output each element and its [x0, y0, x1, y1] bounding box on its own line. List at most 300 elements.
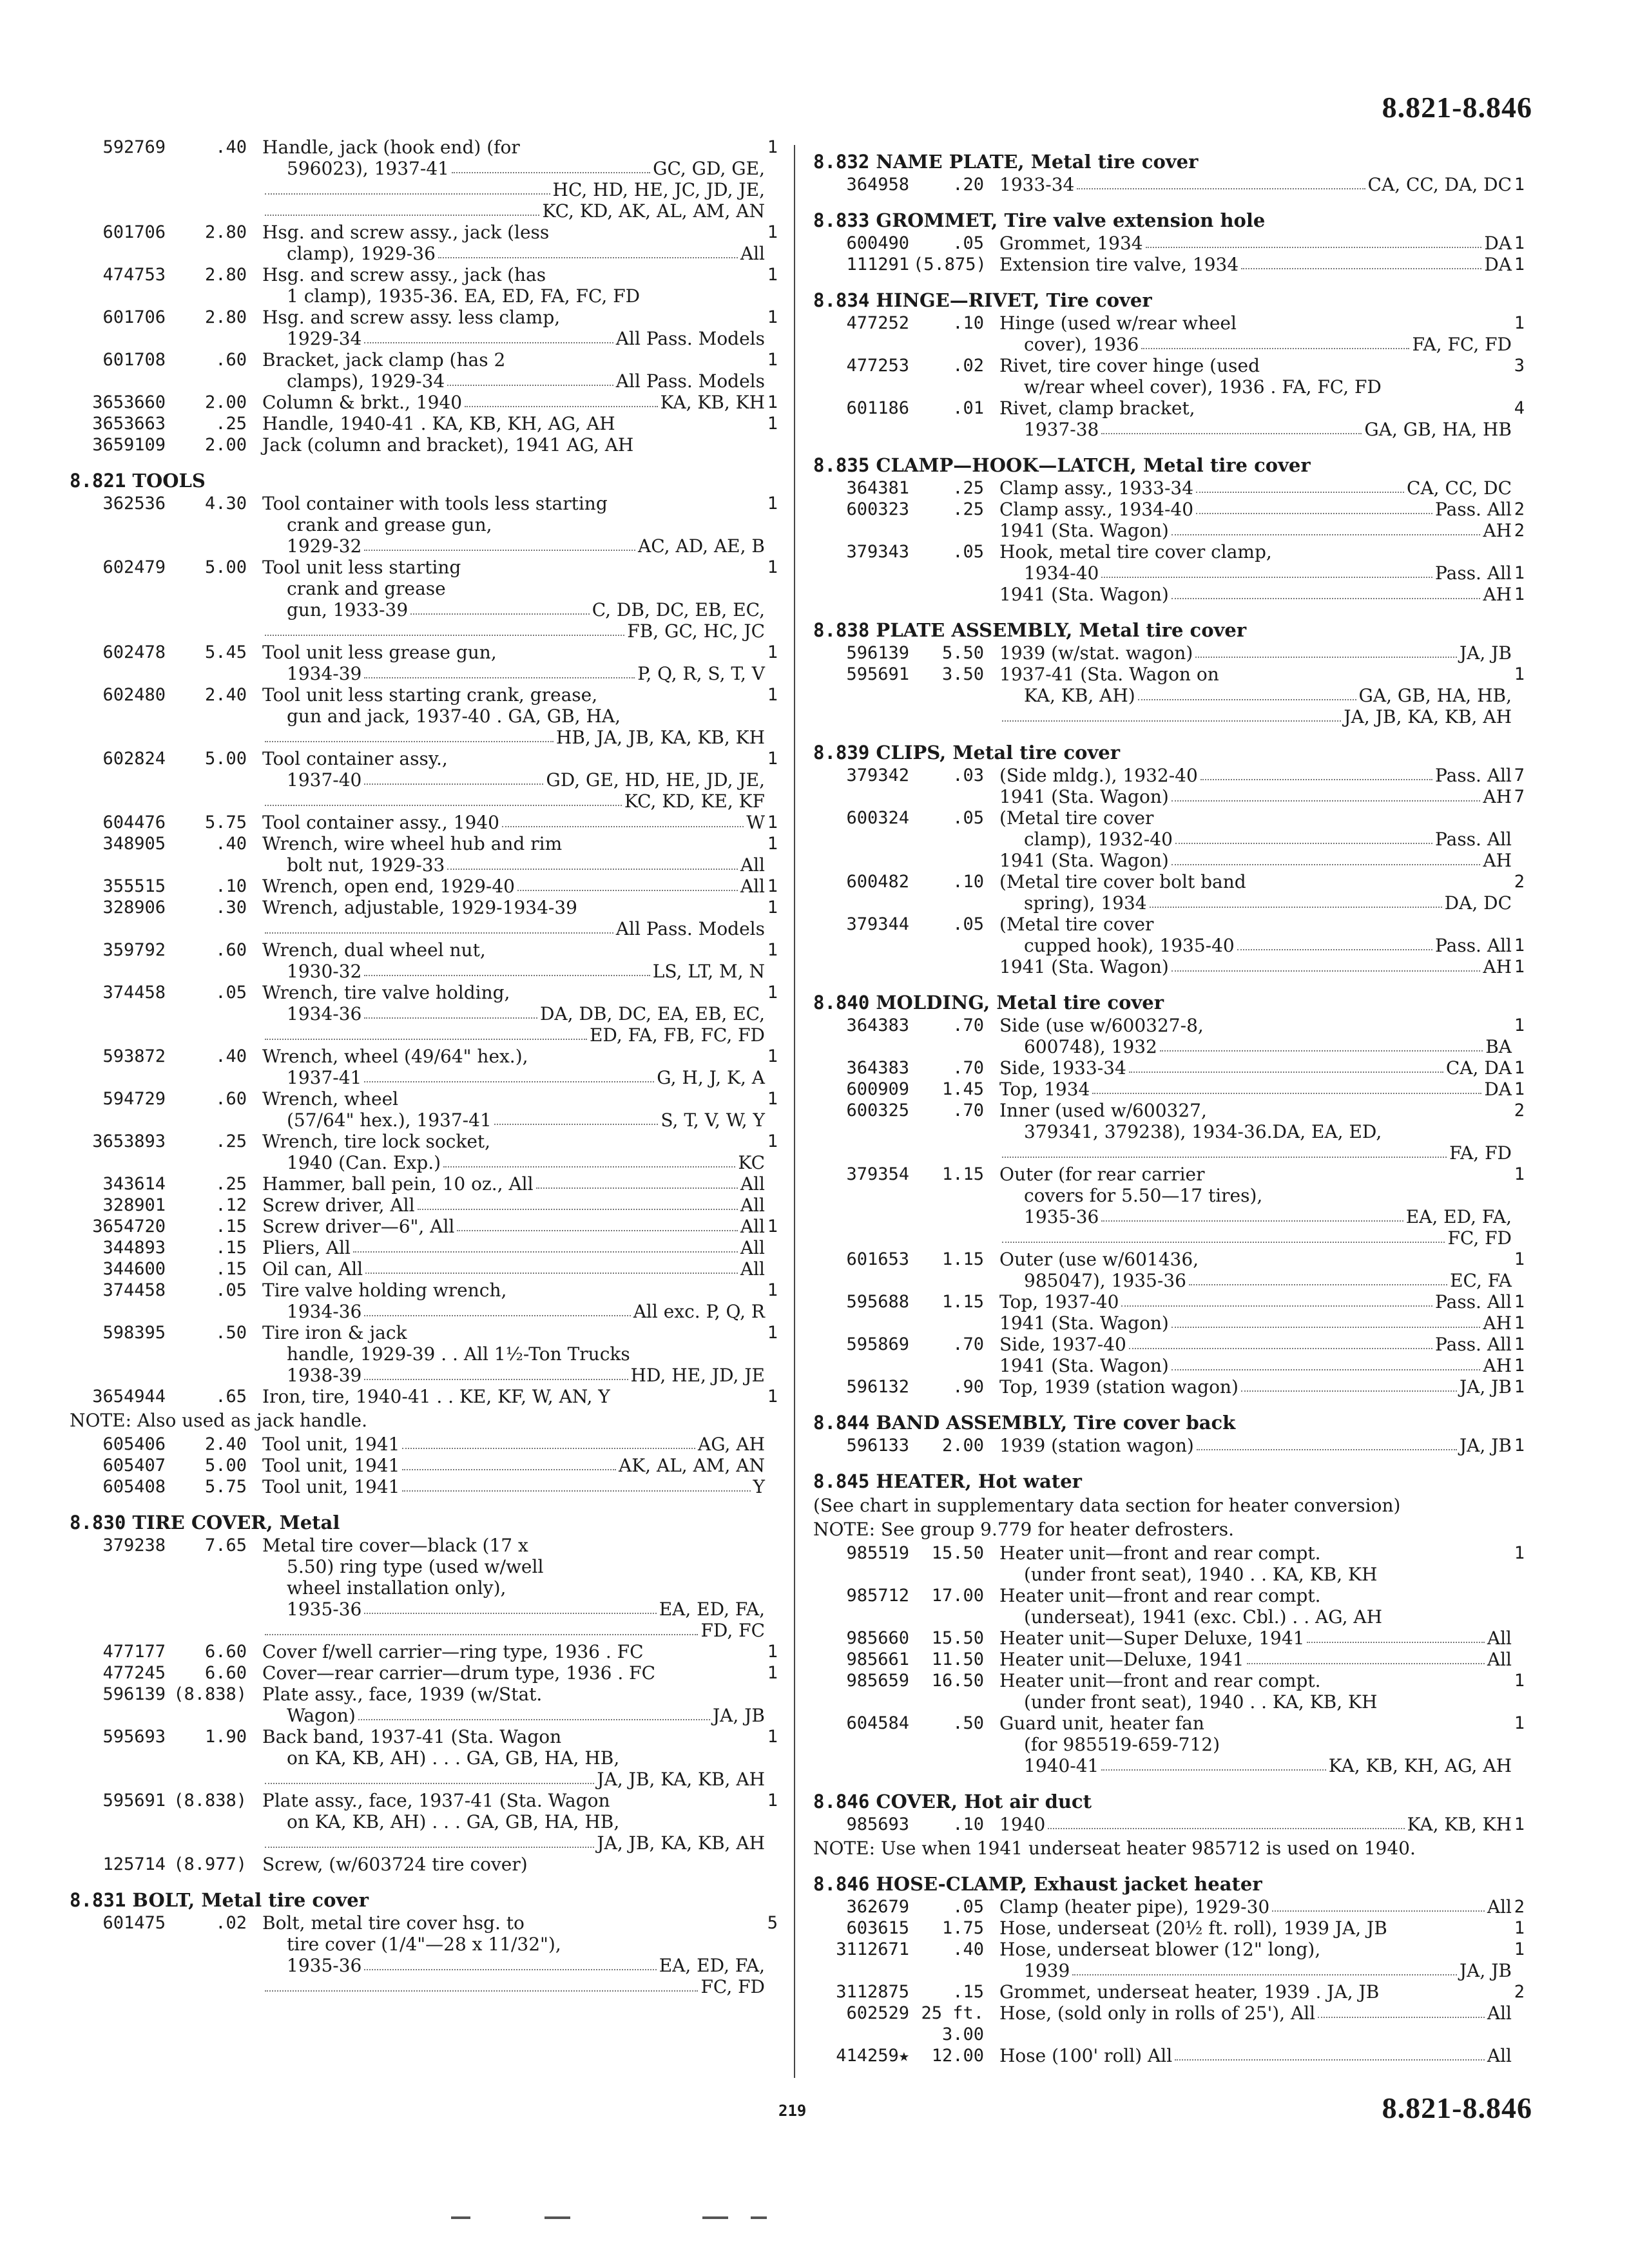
- description: [999, 1079, 1512, 1100]
- spacer: [984, 1585, 999, 1628]
- description-line: [999, 1734, 1512, 1755]
- spacer: [247, 1684, 262, 1726]
- section-name: MOLDING, Metal tire cover: [876, 992, 1164, 1014]
- dot-leader: [1146, 233, 1482, 248]
- quantity: 1: [1514, 1713, 1525, 1733]
- spacer: [984, 1670, 999, 1713]
- description-line: [262, 1455, 765, 1476]
- description-text: 1939: [1024, 1960, 1070, 1981]
- list-price: .50: [215, 1323, 247, 1343]
- spacer: [247, 1476, 262, 1497]
- description: [262, 137, 765, 222]
- list-price: .01: [952, 398, 984, 418]
- description-text: Cover f/well carrier—ring type, 1936 . FC: [262, 1641, 644, 1662]
- spacer: [984, 1249, 999, 1291]
- quantity: 1: [767, 685, 778, 705]
- quantity: 2: [1514, 1982, 1525, 2002]
- section-title: [70, 470, 778, 492]
- description-line: [999, 1628, 1512, 1649]
- model-codes: W: [746, 812, 765, 833]
- description-text: spring), 1934: [1024, 892, 1147, 914]
- description-text: 1940 (Can. Exp.): [287, 1152, 441, 1173]
- model-codes: All: [1487, 1628, 1512, 1649]
- description-text: Top, 1937-40: [999, 1291, 1119, 1312]
- description-text: Iron, tire, 1940-41 . . KE, KF, W, AN, Y: [262, 1386, 610, 1407]
- description-line: [262, 1343, 765, 1365]
- quantity: 1: [767, 749, 778, 769]
- part-entry: [813, 1896, 1538, 1917]
- description-text: Oil can, All: [262, 1258, 363, 1280]
- quantity: 1: [767, 1323, 778, 1343]
- dot-leader: [1160, 1036, 1483, 1052]
- list-price: 15.50: [931, 1543, 984, 1563]
- part-entry: [813, 398, 1538, 440]
- spacer: [247, 1386, 262, 1407]
- description-line: [262, 1152, 765, 1173]
- model-codes: CA, CC, DA, DC: [1367, 174, 1512, 195]
- dot-leader: [1237, 935, 1432, 950]
- list-price: [913, 520, 984, 541]
- description-line: [999, 1814, 1512, 1835]
- part-number: 596133: [846, 1436, 909, 1456]
- part-number: 3653660: [92, 392, 166, 412]
- part-entry: [70, 1216, 778, 1237]
- list-price: 6.60: [204, 1642, 247, 1662]
- section-title: [813, 1412, 1538, 1434]
- section-title: [70, 1889, 778, 1911]
- part-number: 601706: [102, 222, 166, 242]
- quantity: 1: [1514, 563, 1525, 583]
- list-price: .50: [952, 1713, 984, 1733]
- description: [999, 956, 1512, 977]
- section-number: 8.834: [813, 289, 870, 311]
- quantity: 1: [767, 222, 778, 242]
- section-name: CLIPS, Metal tire cover: [876, 742, 1121, 764]
- spacer: [247, 493, 262, 557]
- quantity: 1: [1514, 1058, 1525, 1078]
- dot-leader: [402, 1455, 616, 1470]
- part-number: 985659: [846, 1671, 909, 1691]
- catalog-section: [813, 209, 1538, 275]
- description: [999, 584, 1512, 605]
- section-title: [813, 289, 1538, 311]
- model-codes: FA, FD: [1449, 1142, 1512, 1164]
- description-line: [262, 684, 765, 706]
- description-line: [999, 1896, 1512, 1917]
- spacer: [247, 939, 262, 982]
- part-entry: [70, 812, 778, 833]
- description-text: (underseat), 1941 (exc. Cbl.) . . AG, AH: [1024, 1606, 1383, 1628]
- list-price: .40: [215, 834, 247, 854]
- description-line: [262, 1476, 765, 1497]
- spacer: [247, 1173, 262, 1195]
- list-price: .12: [215, 1195, 247, 1215]
- quantity: 1: [1514, 1015, 1525, 1035]
- spacer: [984, 1542, 999, 1585]
- part-entry: [813, 1628, 1538, 1649]
- dot-leader: [1129, 1334, 1432, 1349]
- description-line: [999, 1564, 1512, 1585]
- dot-leader: [1197, 1435, 1457, 1450]
- right-column: [813, 137, 1538, 2066]
- description-line: [262, 222, 765, 243]
- description-text: clamps), 1929-34: [287, 370, 445, 392]
- part-number: 596132: [846, 1377, 909, 1397]
- part-number: 374458: [102, 1280, 166, 1300]
- part-entry: [70, 1790, 778, 1854]
- list-price: .70: [952, 1334, 984, 1354]
- spacer: [247, 833, 262, 876]
- part-number: 602480: [102, 685, 166, 705]
- section-name: TIRE COVER, Metal: [132, 1512, 340, 1533]
- section-title: [813, 151, 1538, 173]
- dot-leader: [1318, 2003, 1485, 2018]
- description-line: [262, 982, 765, 1003]
- part-number: 379343: [846, 542, 909, 562]
- description: [999, 871, 1512, 914]
- dot-leader: [447, 370, 613, 386]
- part-number: 414259★: [836, 2046, 909, 2066]
- scan-mark: [702, 2216, 728, 2219]
- part-entry: [70, 493, 778, 557]
- model-codes: Pass. All: [1435, 499, 1512, 520]
- description-text: crank and grease: [287, 578, 446, 599]
- spacer: [247, 557, 262, 642]
- description: [262, 1237, 765, 1258]
- description: [262, 1131, 765, 1173]
- part-entry: [813, 499, 1538, 520]
- description: [262, 1684, 765, 1726]
- description-text: Screw driver—6", All: [262, 1216, 455, 1237]
- model-codes: JA, JB: [1459, 642, 1512, 664]
- description: [262, 1386, 765, 1407]
- description-line: [999, 2045, 1512, 2066]
- model-codes: All: [740, 1237, 765, 1258]
- part-number: 605408: [102, 1477, 166, 1497]
- list-price: 6.60: [204, 1663, 247, 1683]
- spacer: [984, 1334, 999, 1355]
- description-line: [999, 1939, 1512, 1960]
- description-text: 1 clamp), 1935-36. EA, ED, FA, FC, FD: [287, 285, 641, 307]
- dot-leader: [364, 663, 635, 678]
- description-line: [999, 850, 1512, 871]
- description-text: Heater unit—Super Deluxe, 1941: [999, 1628, 1305, 1649]
- description-text: Outer (for rear carrier: [999, 1164, 1205, 1185]
- description-text: Wrench, wheel: [262, 1088, 399, 1110]
- description-text: 596023), 1937-41: [287, 158, 449, 179]
- model-codes: S, T, V, W, Y: [660, 1110, 765, 1131]
- description-text: gun and jack, 1937-40 . GA, GB, HA,: [287, 706, 621, 727]
- catalog-section: [813, 992, 1538, 1398]
- part-entry: [813, 765, 1538, 786]
- spacer: [247, 1216, 262, 1237]
- description-line: [262, 620, 765, 642]
- description-text: on KA, KB, AH) . . . GA, GB, HA, HB,: [287, 1747, 620, 1769]
- description: [262, 1726, 765, 1790]
- list-price: .05: [215, 1280, 247, 1300]
- dot-leader: [1077, 174, 1365, 189]
- quantity: 7: [1514, 765, 1525, 785]
- part-number: 3659109: [92, 435, 166, 455]
- dot-leader: [418, 1195, 738, 1210]
- model-codes: All: [1487, 2003, 1512, 2024]
- description-line: [262, 1912, 765, 1934]
- model-codes: FD, FC: [700, 1620, 765, 1641]
- list-price: .10: [215, 876, 247, 896]
- description-text: 1929-34: [287, 328, 362, 349]
- description-text: crank and grease gun,: [287, 514, 492, 535]
- spacer: [247, 222, 262, 264]
- description-line: [999, 1649, 1512, 1670]
- spacer: [247, 1790, 262, 1854]
- description-line: [999, 1291, 1512, 1312]
- description-text: Plate assy., face, 1939 (w/Stat.: [262, 1684, 543, 1705]
- list-price: .02: [215, 1913, 247, 1933]
- description: [262, 1434, 765, 1455]
- description-line: [262, 599, 765, 620]
- dot-leader: [265, 727, 554, 742]
- part-number: 374458: [102, 983, 166, 1003]
- list-price: 5.00: [204, 557, 247, 577]
- description-line: [262, 1662, 765, 1684]
- part-number: 364381: [846, 478, 909, 498]
- description-line: [262, 1280, 765, 1301]
- list-price: [913, 1312, 984, 1334]
- part-number: 328901: [102, 1195, 166, 1215]
- catalog-section: [813, 1470, 1538, 1776]
- description-text: 1934-36: [287, 1301, 362, 1322]
- dot-leader: [1121, 1291, 1432, 1307]
- quantity: [765, 1173, 778, 1195]
- description: [262, 307, 765, 349]
- description-text: 1937-40: [287, 769, 362, 791]
- description-text: covers for 5.50—17 tires),: [1024, 1185, 1263, 1206]
- description-text: Clamp assy., 1934-40: [999, 499, 1194, 520]
- spacer: [247, 1455, 262, 1476]
- dot-leader: [1171, 786, 1481, 802]
- description-line: [262, 1258, 765, 1280]
- description: [262, 413, 765, 434]
- dot-leader: [1092, 1079, 1481, 1094]
- part-entry: [813, 1079, 1538, 1100]
- part-entry: [70, 307, 778, 349]
- description: [999, 1334, 1512, 1355]
- description-text: KA, KB, AH): [1024, 685, 1135, 706]
- spacer: [247, 1237, 262, 1258]
- list-price: .05: [952, 1897, 984, 1917]
- description-text: Guard unit, heater fan: [999, 1713, 1204, 1734]
- list-price: .60: [215, 1089, 247, 1109]
- quantity: [765, 1535, 778, 1641]
- description-line: [262, 1535, 765, 1556]
- description-line: [262, 1216, 765, 1237]
- part-number: 595693: [102, 1727, 166, 1747]
- list-price: 3.50: [941, 664, 984, 684]
- part-number: 364383: [846, 1015, 909, 1035]
- left-column: [70, 137, 778, 1997]
- quantity: 1: [767, 812, 778, 832]
- part-number: 600325: [846, 1100, 909, 1120]
- description-text: 1941 (Sta. Wagon): [999, 850, 1169, 871]
- description-text: tire cover (1/4"—28 x 11/32"),: [287, 1934, 561, 1955]
- quantity: [765, 1684, 778, 1726]
- quantity: 1: [1514, 584, 1525, 604]
- model-codes: FB, GC, HC, JC: [627, 620, 765, 642]
- description-line: [999, 1585, 1512, 1606]
- part-entry: [70, 1046, 778, 1088]
- part-number: 602478: [102, 642, 166, 662]
- part-entry: [813, 174, 1538, 195]
- section-name: NAME PLATE, Metal tire cover: [876, 151, 1199, 173]
- description-text: Screw, (w/603724 tire cover): [262, 1854, 528, 1875]
- dot-leader: [364, 1365, 628, 1380]
- description-line: [999, 1376, 1512, 1398]
- description-line: [262, 1811, 765, 1832]
- description-text: 1939 (w/stat. wagon): [999, 642, 1193, 664]
- list-price: .05: [952, 914, 984, 934]
- part-number: 595688: [846, 1292, 909, 1312]
- part-number: 598395: [102, 1323, 166, 1343]
- dot-leader: [265, 179, 550, 195]
- spacer: [984, 956, 999, 977]
- part-entry: [813, 807, 1538, 871]
- spacer: [984, 1814, 999, 1835]
- part-number: 601475: [102, 1913, 166, 1933]
- dot-leader: [494, 1110, 659, 1125]
- description: [262, 1322, 765, 1386]
- description-line: [999, 376, 1512, 398]
- section-number: 8.830: [70, 1512, 126, 1533]
- dot-leader: [402, 1434, 695, 1449]
- description-line: [262, 961, 765, 982]
- spacer: [247, 307, 262, 349]
- part-number: 601706: [102, 307, 166, 327]
- spacer: [984, 1015, 999, 1057]
- description-line: [262, 769, 765, 791]
- description-line: [999, 1755, 1512, 1776]
- list-price: 5.00: [204, 1456, 247, 1475]
- dot-leader: [265, 918, 613, 934]
- part-entry: [70, 748, 778, 812]
- description: [999, 1896, 1512, 1917]
- description: [999, 807, 1512, 871]
- part-entry: [70, 684, 778, 748]
- spacer: [247, 392, 262, 413]
- part-entry: [813, 520, 1538, 541]
- description-line: [999, 1142, 1512, 1164]
- part-number: 362536: [102, 494, 166, 514]
- description-line: [999, 1691, 1512, 1713]
- part-entry: [813, 477, 1538, 499]
- description-line: [262, 1726, 765, 1747]
- list-price: .40: [952, 1939, 984, 1959]
- description: [999, 765, 1512, 786]
- dot-leader: [1200, 765, 1432, 780]
- description-line: [999, 477, 1512, 499]
- spacer: [984, 765, 999, 786]
- dot-leader: [364, 328, 613, 343]
- description-text: Bracket, jack clamp (has 2: [262, 349, 506, 370]
- spacer: [247, 1726, 262, 1790]
- model-codes: AH: [1483, 584, 1512, 605]
- spacer: [984, 355, 999, 398]
- list-price: 1.75: [941, 1918, 984, 1938]
- quantity: 1: [767, 1642, 778, 1662]
- dot-leader: [364, 1003, 537, 1019]
- part-number: 359792: [102, 940, 166, 960]
- description: [999, 1435, 1512, 1456]
- description-line: [262, 1790, 765, 1811]
- description-line: [999, 914, 1512, 935]
- part-number: 3653663: [92, 414, 166, 434]
- model-codes: AH: [1483, 520, 1512, 541]
- dot-leader: [1171, 520, 1481, 535]
- section-number: 8.839: [813, 742, 870, 764]
- model-codes: GD, GE, HD, HE, JD, JE,: [546, 769, 765, 791]
- list-price: (8.838): [173, 1684, 247, 1704]
- description-text: (for 985519-659-712): [1024, 1734, 1220, 1755]
- section-title: [813, 742, 1538, 764]
- spacer: [984, 786, 999, 807]
- dot-leader: [438, 243, 738, 258]
- description: [999, 398, 1512, 440]
- description-text: (under front seat), 1940 . . KA, KB, KH: [1024, 1564, 1378, 1585]
- spacer: [247, 642, 262, 684]
- part-number: 601186: [846, 398, 909, 418]
- model-codes: JA, JB: [1459, 1960, 1512, 1981]
- description: [999, 1585, 1512, 1628]
- part-number: 600909: [846, 1079, 909, 1099]
- spacer: [984, 562, 999, 584]
- description-line: [999, 807, 1512, 829]
- model-codes: All: [1487, 2045, 1512, 2066]
- part-number: 985660: [846, 1628, 909, 1648]
- spacer: [984, 1079, 999, 1100]
- description-text: Tire valve holding wrench,: [262, 1280, 507, 1301]
- description-line: [262, 200, 765, 222]
- list-price: .25: [952, 499, 984, 519]
- quantity: 1: [767, 1216, 778, 1236]
- description-line: [999, 1435, 1512, 1456]
- description-line: [262, 158, 765, 179]
- description: [262, 392, 765, 413]
- description-line: [999, 1100, 1512, 1121]
- description-text: Top, 1934: [999, 1079, 1090, 1100]
- part-entry: [70, 1280, 778, 1322]
- model-codes: G, H, J, K, A: [657, 1067, 765, 1088]
- spacer: [247, 982, 262, 1046]
- list-price: .25: [952, 478, 984, 498]
- dot-leader: [265, 1620, 698, 1635]
- part-number: 602529: [846, 2003, 909, 2023]
- list-price: (8.977): [173, 1854, 247, 1874]
- spacer: [984, 398, 999, 440]
- part-entry: [813, 871, 1538, 914]
- description: [999, 664, 1512, 727]
- dot-leader: [465, 392, 657, 407]
- dot-leader: [265, 200, 539, 216]
- column-divider: [794, 145, 795, 2078]
- part-number: 3653893: [92, 1131, 166, 1151]
- dot-leader: [265, 620, 624, 636]
- section-number: 8.821: [70, 470, 126, 492]
- model-codes: Pass. All: [1435, 935, 1512, 956]
- description-text: 1935-36: [1024, 1206, 1099, 1227]
- dot-leader: [1171, 1355, 1481, 1370]
- description-line: [262, 179, 765, 200]
- description-line: [999, 1355, 1512, 1376]
- description: [999, 233, 1512, 254]
